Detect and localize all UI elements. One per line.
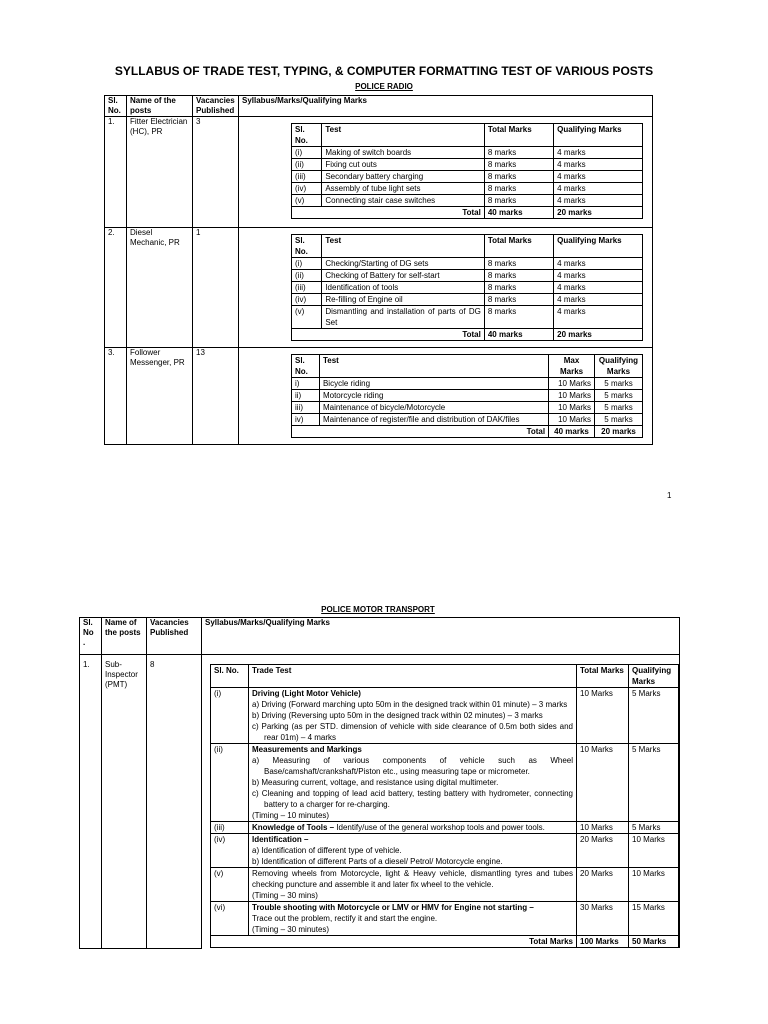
trade-sub-item: a) Identification of different type of vehicle.	[252, 846, 402, 855]
trade-total-qualifying-sum: 50 Marks	[629, 936, 679, 948]
trade-test-row	[211, 822, 679, 834]
header-vacancies: Vacancies Published	[147, 618, 202, 655]
syllabus-cell: (v)	[292, 306, 322, 329]
trade-header-row	[211, 665, 679, 688]
trade-heading: Trouble shooting with Motorcycle or LMV or HMV for Engine not starting –	[252, 903, 534, 912]
syllabus-cell: 4 marks	[554, 147, 643, 159]
trade-header-cell: Qualifying Marks	[629, 665, 679, 688]
trade-sl: (v)	[211, 868, 249, 902]
syllabus-total-qualifying: 20 marks	[594, 426, 642, 438]
trade-sl: (ii)	[211, 744, 249, 822]
trade-sl: (vi)	[211, 902, 249, 936]
page-number: 1	[667, 491, 672, 500]
syllabus-cell: (i)	[292, 147, 322, 159]
post-syllabus-cell	[202, 655, 680, 949]
syllabus-cell: Re-filling of Engine oil	[322, 294, 485, 306]
syllabus-cell: iii)	[292, 402, 320, 414]
trade-test-table	[210, 664, 679, 948]
syllabus-total-marks: 40 marks	[484, 329, 553, 341]
syllabus-row	[292, 294, 643, 306]
syllabus-header-row	[292, 124, 643, 147]
header-sl: Sl. No.	[105, 96, 127, 117]
trade-qualifying-marks: 5 Marks	[629, 744, 679, 822]
syllabus-row	[292, 402, 643, 414]
trade-total-row	[211, 936, 679, 948]
trade-heading: Identification –	[252, 835, 309, 844]
trade-header-cell: Trade Test	[249, 665, 577, 688]
syllabus-row	[292, 390, 643, 402]
trade-description	[249, 688, 577, 744]
syllabus-row	[292, 147, 643, 159]
syllabus-cell: 10 Marks	[549, 402, 595, 414]
syllabus-cell: 8 marks	[484, 171, 553, 183]
syllabus-header-cell: Qualifying Marks	[554, 124, 643, 147]
post-name: Follower Messenger, PR	[127, 348, 193, 445]
syllabus-total-marks: 40 marks	[484, 207, 553, 219]
syllabus-cell: i)	[292, 378, 320, 390]
post-sl: 2.	[105, 228, 127, 348]
police-motor-transport-table	[79, 617, 680, 949]
syllabus-cell: (iv)	[292, 294, 322, 306]
syllabus-row	[292, 378, 643, 390]
trade-sub-item: c) Parking (as per STD. dimension of vehicle with side clearance of 0.5m both sides and rear 01m) – 4 marks	[252, 722, 573, 742]
syllabus-row	[292, 414, 643, 426]
post-row	[80, 655, 680, 949]
post-sl: 1.	[105, 117, 127, 228]
syllabus-cell: Checking/Starting of DG sets	[322, 258, 485, 270]
trade-heading: Driving (Light Motor Vehicle)	[252, 689, 361, 698]
syllabus-row	[292, 171, 643, 183]
syllabus-cell: 5 marks	[594, 390, 642, 402]
syllabus-cell: (i)	[292, 258, 322, 270]
trade-sub-list	[252, 755, 573, 810]
police-radio-table	[104, 95, 653, 445]
syllabus-header-cell: Sl. No.	[292, 235, 322, 258]
trade-note: (Timing – 10 minutes)	[252, 811, 330, 820]
syllabus-total-qualifying: 20 marks	[554, 329, 643, 341]
trade-total-marks: 10 Marks	[577, 822, 629, 834]
syllabus-cell: (iv)	[292, 183, 322, 195]
header-name: Name of the posts	[127, 96, 193, 117]
trade-qualifying-marks: 5 Marks	[629, 822, 679, 834]
post-vacancies: 1	[193, 228, 239, 348]
post-syllabus-cell	[239, 117, 653, 228]
trade-lead: Identify/use of the general workshop tools and power tools.	[334, 823, 545, 832]
trade-note: (Timing – 30 minutes)	[252, 925, 330, 934]
trade-sl: (iii)	[211, 822, 249, 834]
syllabus-row	[292, 282, 643, 294]
trade-total-marks-sum: 100 Marks	[577, 936, 629, 948]
syllabus-cell: 10 Marks	[549, 390, 595, 402]
syllabus-cell: (ii)	[292, 159, 322, 171]
syllabus-header-cell: Qualifying Marks	[554, 235, 643, 258]
syllabus-total-label: Total	[292, 329, 485, 341]
post-syllabus-cell	[239, 228, 653, 348]
trade-header-cell: Sl. No.	[211, 665, 249, 688]
syllabus-header-cell: Test	[322, 235, 485, 258]
post-sl: 1.	[80, 655, 102, 949]
syllabus-cell: 5 marks	[594, 378, 642, 390]
section-subtitle-radio: POLICE RADIO	[355, 82, 413, 91]
trade-sub-item: a) Measuring of various components of vehicle such as Wheel Base/camshaft/crankshaft/Piston etc., using measuring tape or micrometer.	[252, 756, 573, 776]
trade-qualifying-marks: 5 Marks	[629, 688, 679, 744]
syllabus-cell: Maintenance of register/file and distribution of DAK/files	[319, 414, 548, 426]
trade-description	[249, 822, 577, 834]
syllabus-total-label: Total	[292, 207, 485, 219]
trade-header-cell: Total Marks	[577, 665, 629, 688]
syllabus-cell: 4 marks	[554, 183, 643, 195]
trade-test-row	[211, 902, 679, 936]
post-name: Fitter Electrician (HC), PR	[127, 117, 193, 228]
trade-total-marks: 20 Marks	[577, 834, 629, 868]
header-syllabus: Syllabus/Marks/Qualifying Marks	[202, 618, 680, 655]
syllabus-cell: 8 marks	[484, 282, 553, 294]
syllabus-total-row	[292, 207, 643, 219]
trade-heading-line	[252, 744, 573, 755]
syllabus-cell: Making of switch boards	[322, 147, 485, 159]
syllabus-cell: 8 marks	[484, 159, 553, 171]
header-sl: Sl. No .	[80, 618, 102, 655]
trade-sub-item: c) Cleaning and topping of lead acid battery, testing battery with hydrometer, connecting battery to a charger for re-charging.	[252, 789, 573, 809]
trade-total-label: Total Marks	[211, 936, 577, 948]
post-row	[105, 348, 653, 445]
syllabus-total-qualifying: 20 marks	[554, 207, 643, 219]
trade-heading: Measurements and Markings	[252, 745, 362, 754]
syllabus-cell: Bicycle riding	[319, 378, 548, 390]
syllabus-cell: 4 marks	[554, 282, 643, 294]
post-vacancies: 13	[193, 348, 239, 445]
syllabus-cell: (v)	[292, 195, 322, 207]
trade-sub-item: b) Measuring current, voltage, and resistance using digital multimeter.	[252, 778, 499, 787]
trade-description	[249, 902, 577, 936]
syllabus-header-cell: Test	[322, 124, 485, 147]
trade-description	[249, 868, 577, 902]
syllabus-table	[291, 123, 643, 219]
trade-sub-item: a) Driving (Forward marching upto 50m in the designed track within 01 minute) – 3 marks	[252, 700, 568, 709]
syllabus-cell: 10 Marks	[549, 414, 595, 426]
syllabus-cell: (iii)	[292, 171, 322, 183]
syllabus-cell: 8 marks	[484, 270, 553, 282]
post-name: Sub-Inspector (PMT)	[102, 655, 147, 949]
syllabus-total-label: Total	[292, 426, 549, 438]
syllabus-cell: Connecting stair case switches	[322, 195, 485, 207]
post-vacancies: 3	[193, 117, 239, 228]
trade-qualifying-marks: 15 Marks	[629, 902, 679, 936]
syllabus-cell: (iii)	[292, 282, 322, 294]
trade-test-row	[211, 744, 679, 822]
section-subtitle-transport: POLICE MOTOR TRANSPORT	[321, 605, 435, 614]
post-name: Diesel Mechanic, PR	[127, 228, 193, 348]
trade-qualifying-marks: 10 Marks	[629, 834, 679, 868]
syllabus-cell: 4 marks	[554, 171, 643, 183]
trade-test-row	[211, 834, 679, 868]
syllabus-header-cell: Max Marks	[549, 355, 595, 378]
syllabus-cell: (ii)	[292, 270, 322, 282]
syllabus-header-cell: Total Marks	[484, 235, 553, 258]
syllabus-cell: 8 marks	[484, 306, 553, 329]
syllabus-cell: Assembly of tube light sets	[322, 183, 485, 195]
syllabus-cell: iv)	[292, 414, 320, 426]
syllabus-cell: 8 marks	[484, 147, 553, 159]
syllabus-header-cell: Total Marks	[484, 124, 553, 147]
syllabus-cell: 5 marks	[594, 414, 642, 426]
syllabus-cell: Fixing cut outs	[322, 159, 485, 171]
trade-sl: (i)	[211, 688, 249, 744]
syllabus-cell: Dismantling and installation of parts of DG Set	[322, 306, 485, 329]
syllabus-cell: 4 marks	[554, 270, 643, 282]
header-name: Name of the posts	[102, 618, 147, 655]
syllabus-row	[292, 159, 643, 171]
syllabus-header-cell: Test	[319, 355, 548, 378]
syllabus-row	[292, 306, 643, 329]
trade-sub-list	[252, 699, 573, 743]
syllabus-cell: 8 marks	[484, 183, 553, 195]
syllabus-total-marks: 40 marks	[549, 426, 595, 438]
trade-total-marks: 10 Marks	[577, 744, 629, 822]
syllabus-row	[292, 270, 643, 282]
syllabus-header-cell: Sl. No.	[292, 124, 322, 147]
header-vacancies: Vacancies Published	[193, 96, 239, 117]
trade-heading-line	[252, 688, 573, 699]
syllabus-cell: 8 marks	[484, 195, 553, 207]
trade-qualifying-marks: 10 Marks	[629, 868, 679, 902]
syllabus-row	[292, 183, 643, 195]
syllabus-cell: Secondary battery charging	[322, 171, 485, 183]
syllabus-cell: 4 marks	[554, 306, 643, 329]
trade-heading-line	[252, 834, 573, 845]
syllabus-row	[292, 195, 643, 207]
trade-sub-item: b) Identification of different Parts of a diesel/ Petrol/ Motorcycle engine.	[252, 857, 503, 866]
syllabus-cell: 4 marks	[554, 195, 643, 207]
trade-sub-item: b) Driving (Reversing upto 50m in the designed track within 02 minutes) – 3 marks	[252, 711, 543, 720]
trade-sub-list	[252, 845, 573, 867]
syllabus-row	[292, 258, 643, 270]
syllabus-cell: 8 marks	[484, 258, 553, 270]
trade-heading-line	[252, 822, 573, 833]
syllabus-cell: 10 Marks	[549, 378, 595, 390]
syllabus-cell: 5 marks	[594, 402, 642, 414]
trade-total-marks: 10 Marks	[577, 688, 629, 744]
trade-heading: Knowledge of Tools –	[252, 823, 335, 832]
syllabus-cell: 8 marks	[484, 294, 553, 306]
trade-description	[249, 834, 577, 868]
trade-test-row	[211, 688, 679, 744]
trade-note: Trace out the problem, rectify it and start the engine.	[252, 914, 438, 923]
syllabus-header-cell: Sl. No.	[292, 355, 320, 378]
trade-test-row	[211, 868, 679, 902]
syllabus-header-row	[292, 235, 643, 258]
post-row	[105, 228, 653, 348]
syllabus-table	[291, 354, 643, 438]
syllabus-cell: ii)	[292, 390, 320, 402]
trade-lead: Removing wheels from Motorcycle, light & Heavy vehicle, dismantling tyres and tubes checking puncture and assemble it and later fix wheel to the vehicle.	[252, 869, 573, 889]
syllabus-cell: Identification of tools	[322, 282, 485, 294]
syllabus-total-row	[292, 329, 643, 341]
syllabus-table	[291, 234, 643, 341]
post-row	[105, 117, 653, 228]
syllabus-header-row	[292, 355, 643, 378]
trade-total-marks: 30 Marks	[577, 902, 629, 936]
trade-description	[249, 744, 577, 822]
syllabus-cell: 4 marks	[554, 258, 643, 270]
syllabus-cell: Checking of Battery for self-start	[322, 270, 485, 282]
post-syllabus-cell	[239, 348, 653, 445]
syllabus-header-cell: Qualifying Marks	[594, 355, 642, 378]
header-syllabus: Syllabus/Marks/Qualifying Marks	[239, 96, 653, 117]
post-vacancies: 8	[147, 655, 202, 949]
post-sl: 3.	[105, 348, 127, 445]
trade-heading-line	[252, 868, 573, 890]
syllabus-total-row	[292, 426, 643, 438]
syllabus-cell: Motorcycle riding	[319, 390, 548, 402]
syllabus-cell: Maintenance of bicycle/Motorcycle	[319, 402, 548, 414]
trade-total-marks: 20 Marks	[577, 868, 629, 902]
syllabus-cell: 4 marks	[554, 294, 643, 306]
trade-heading-line	[252, 902, 573, 913]
trade-sl: (iv)	[211, 834, 249, 868]
page-title: SYLLABUS OF TRADE TEST, TYPING, & COMPUTER FORMATTING TEST OF VARIOUS POSTS	[114, 64, 654, 78]
trade-note: (Timing – 30 mins)	[252, 891, 318, 900]
syllabus-cell: 4 marks	[554, 159, 643, 171]
